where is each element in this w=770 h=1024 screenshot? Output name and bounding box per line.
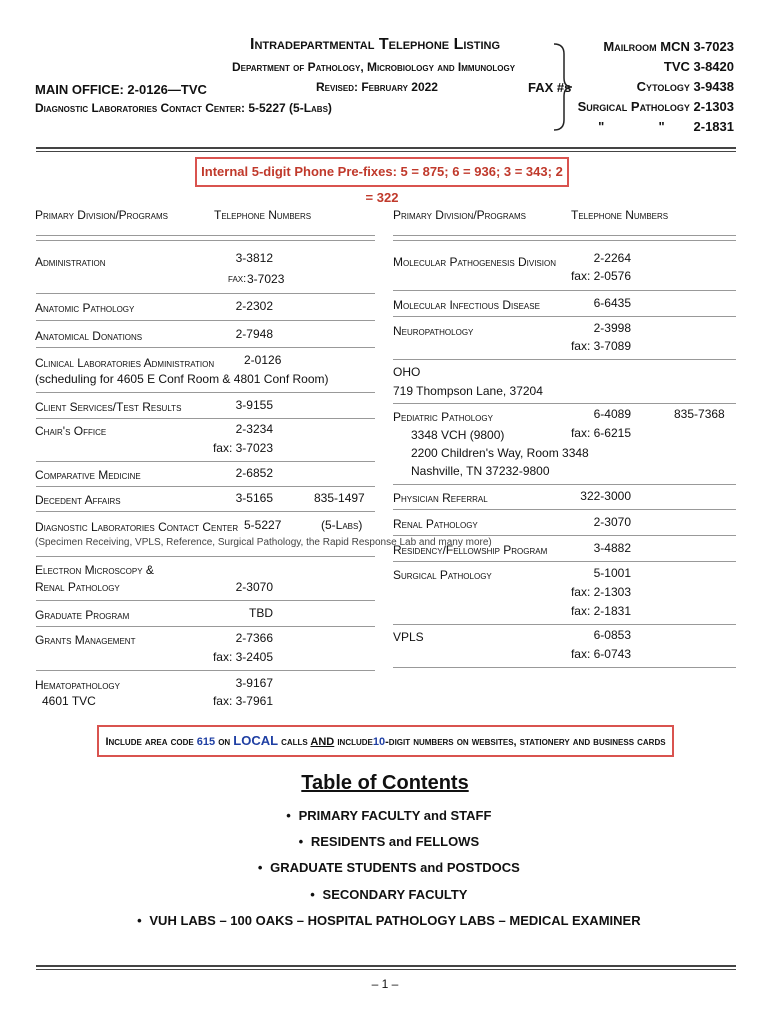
column-header-phone: Telephone Numbers bbox=[214, 208, 312, 222]
fax-number: Mailroom MCN 3-7023 bbox=[603, 39, 734, 54]
footer-divider bbox=[36, 965, 736, 967]
column-header-division: Primary Division/Programs bbox=[35, 208, 168, 222]
listing-label: Surgical Pathology bbox=[393, 568, 492, 582]
listing-label: Molecular Pathogenesis Division bbox=[393, 255, 556, 269]
fax-number: Surgical Pathology 2-1303 bbox=[577, 99, 734, 114]
toc-item[interactable]: • VUH LABS – 100 OAKS – HOSPITAL PATHOLOGY LABS – MEDICAL EXAMINER bbox=[137, 913, 641, 928]
fax-number: Cytology 3-9438 bbox=[636, 79, 734, 94]
listing-address: 3348 VCH (9800) bbox=[411, 428, 505, 442]
fax-label: fax: bbox=[228, 273, 247, 285]
listing-fax: fax: 2-0576 bbox=[570, 269, 631, 283]
listing-label: Comparative Medicine bbox=[35, 468, 141, 482]
toc-item[interactable]: • PRIMARY FACULTY and STAFF bbox=[286, 808, 492, 823]
oho-name: OHO bbox=[393, 365, 421, 379]
listing-fax: fax: 3-7023 bbox=[212, 441, 273, 455]
listing-phone: 5-5227 bbox=[244, 518, 282, 532]
listing-phone: 2-3070 bbox=[235, 580, 273, 594]
listing-address: 2200 Children's Way, Room 3348 bbox=[411, 446, 589, 460]
listing-fax: fax: 3-7089 bbox=[570, 339, 631, 353]
listing-note: 4601 TVC bbox=[42, 694, 96, 708]
listing-label: Client Services/Test Results bbox=[35, 400, 182, 414]
revision-date: Revised: February 2022 bbox=[316, 80, 438, 94]
listing-phone: 6-6435 bbox=[593, 296, 631, 310]
listing-label: Hematopathology bbox=[35, 678, 120, 692]
listing-label: Chair's Office bbox=[35, 424, 107, 438]
fax-number: " " 2-1831 bbox=[598, 119, 734, 134]
department-name: Department of Pathology, Microbiology and Immunology bbox=[232, 60, 516, 74]
listing-fax: fax: 2-1831 bbox=[570, 604, 631, 618]
listing-phone: 3-3812 bbox=[235, 251, 273, 265]
listing-phone: 5-1001 bbox=[593, 566, 631, 580]
listing-phone: 2-3234 bbox=[235, 422, 273, 436]
listing-label: Residency/Fellowship Program bbox=[393, 543, 548, 557]
oho-address: 719 Thompson Lane, 37204 bbox=[393, 384, 543, 398]
listing-phone: 2-6852 bbox=[235, 466, 273, 480]
header-divider bbox=[36, 151, 736, 152]
listing-phone: 2-0126 bbox=[244, 353, 282, 367]
listing-phone: 3-5165 bbox=[235, 491, 273, 505]
page-title: Intradepartmental Telephone Listing bbox=[250, 36, 501, 53]
listing-label: Diagnostic Laboratories Contact Center bbox=[35, 520, 239, 534]
area-code-note: Include area code 615 on LOCAL calls AND include10-digit numbers on websites, stationery and business cards bbox=[97, 725, 674, 757]
listing-phone: TBD bbox=[249, 606, 273, 620]
listing-fax: fax: 6-0743 bbox=[570, 647, 631, 661]
listing-fax: fax: 6-6215 bbox=[570, 426, 631, 440]
listing-label: Pediatric Pathology bbox=[393, 410, 493, 424]
listing-note: (Specimen Receiving, VPLS, Reference, Surgical Pathology, the Rapid Response Lab and many more) bbox=[35, 537, 492, 548]
toc-item[interactable]: • SECONDARY FACULTY bbox=[310, 887, 468, 902]
listing-fax: 3-7023 bbox=[247, 272, 285, 286]
fax-number: TVC 3-8420 bbox=[663, 59, 734, 74]
contact-center: Diagnostic Laboratories Contact Center: 5-5227 (5-Labs) bbox=[35, 101, 332, 115]
listing-label: Neuropathology bbox=[393, 324, 474, 338]
prefix-note: Internal 5-digit Phone Pre-fixes: 5 = 875; 6 = 936; 3 = 343; 2 = 322 bbox=[195, 157, 569, 187]
toc-item[interactable]: • RESIDENTS and FELLOWS bbox=[298, 834, 480, 849]
column-header-division: Primary Division/Programs bbox=[393, 208, 526, 222]
main-office: MAIN OFFICE: 2-0126—TVC bbox=[35, 82, 207, 97]
listing-label: Decedent Affairs bbox=[35, 493, 121, 507]
listing-fax: fax: 2-1303 bbox=[570, 585, 631, 599]
listing-address: Nashville, TN 37232-9800 bbox=[411, 464, 550, 478]
listing-label: Grants Management bbox=[35, 633, 136, 647]
header-divider bbox=[36, 147, 736, 149]
listing-label: Anatomic Pathology bbox=[35, 301, 135, 315]
page-number: – 1 – bbox=[371, 977, 399, 991]
toc-title: Table of Contents bbox=[301, 772, 469, 794]
listing-label: Renal Pathology bbox=[393, 517, 478, 531]
right-brace-icon bbox=[552, 42, 574, 132]
listing-fax: fax: 3-2405 bbox=[212, 650, 273, 664]
listing-phone: 3-9155 bbox=[235, 398, 273, 412]
listing-label: Administration bbox=[35, 255, 106, 269]
listing-phone: 2-2302 bbox=[235, 299, 273, 313]
listing-label: VPLS bbox=[393, 630, 424, 644]
listing-phone: 3-4882 bbox=[593, 541, 631, 555]
listing-phone: 2-3998 bbox=[593, 321, 631, 335]
listing-label: Physician Referral bbox=[393, 491, 488, 505]
listing-phone: 322-3000 bbox=[580, 489, 631, 503]
listing-label: Molecular Infectious Disease bbox=[393, 298, 540, 312]
listing-phone: 3-9167 bbox=[235, 676, 273, 690]
footer-divider bbox=[36, 969, 736, 970]
listing-phone: 6-4089 bbox=[593, 407, 631, 421]
listing-note: (scheduling for 4605 E Conf Room & 4801 Conf Room) bbox=[35, 372, 329, 386]
listing-phone: 2-2264 bbox=[593, 251, 631, 265]
listing-label: Renal Pathology bbox=[35, 580, 120, 594]
listing-alt-phone: 835-1497 bbox=[314, 491, 365, 505]
fax-label: FAX #s bbox=[528, 80, 572, 95]
listing-label: Electron Microscopy & bbox=[35, 563, 154, 577]
listing-phone: 2-3070 bbox=[593, 515, 631, 529]
listing-label: Anatomical Donations bbox=[35, 329, 143, 343]
listing-alt-phone: 835-7368 bbox=[674, 407, 725, 421]
toc-item[interactable]: • GRADUATE STUDENTS and POSTDOCS bbox=[257, 860, 520, 875]
listing-label: Graduate Program bbox=[35, 608, 130, 622]
listing-phone: 2-7366 bbox=[235, 631, 273, 645]
listing-label: Clinical Laboratories Administration bbox=[35, 356, 215, 370]
listing-alt-phone: (5-Labs) bbox=[321, 518, 363, 532]
listing-fax: fax: 3-7961 bbox=[212, 694, 273, 708]
listing-phone: 2-7948 bbox=[235, 327, 273, 341]
listing-phone: 6-0853 bbox=[593, 628, 631, 642]
column-header-phone: Telephone Numbers bbox=[571, 208, 669, 222]
